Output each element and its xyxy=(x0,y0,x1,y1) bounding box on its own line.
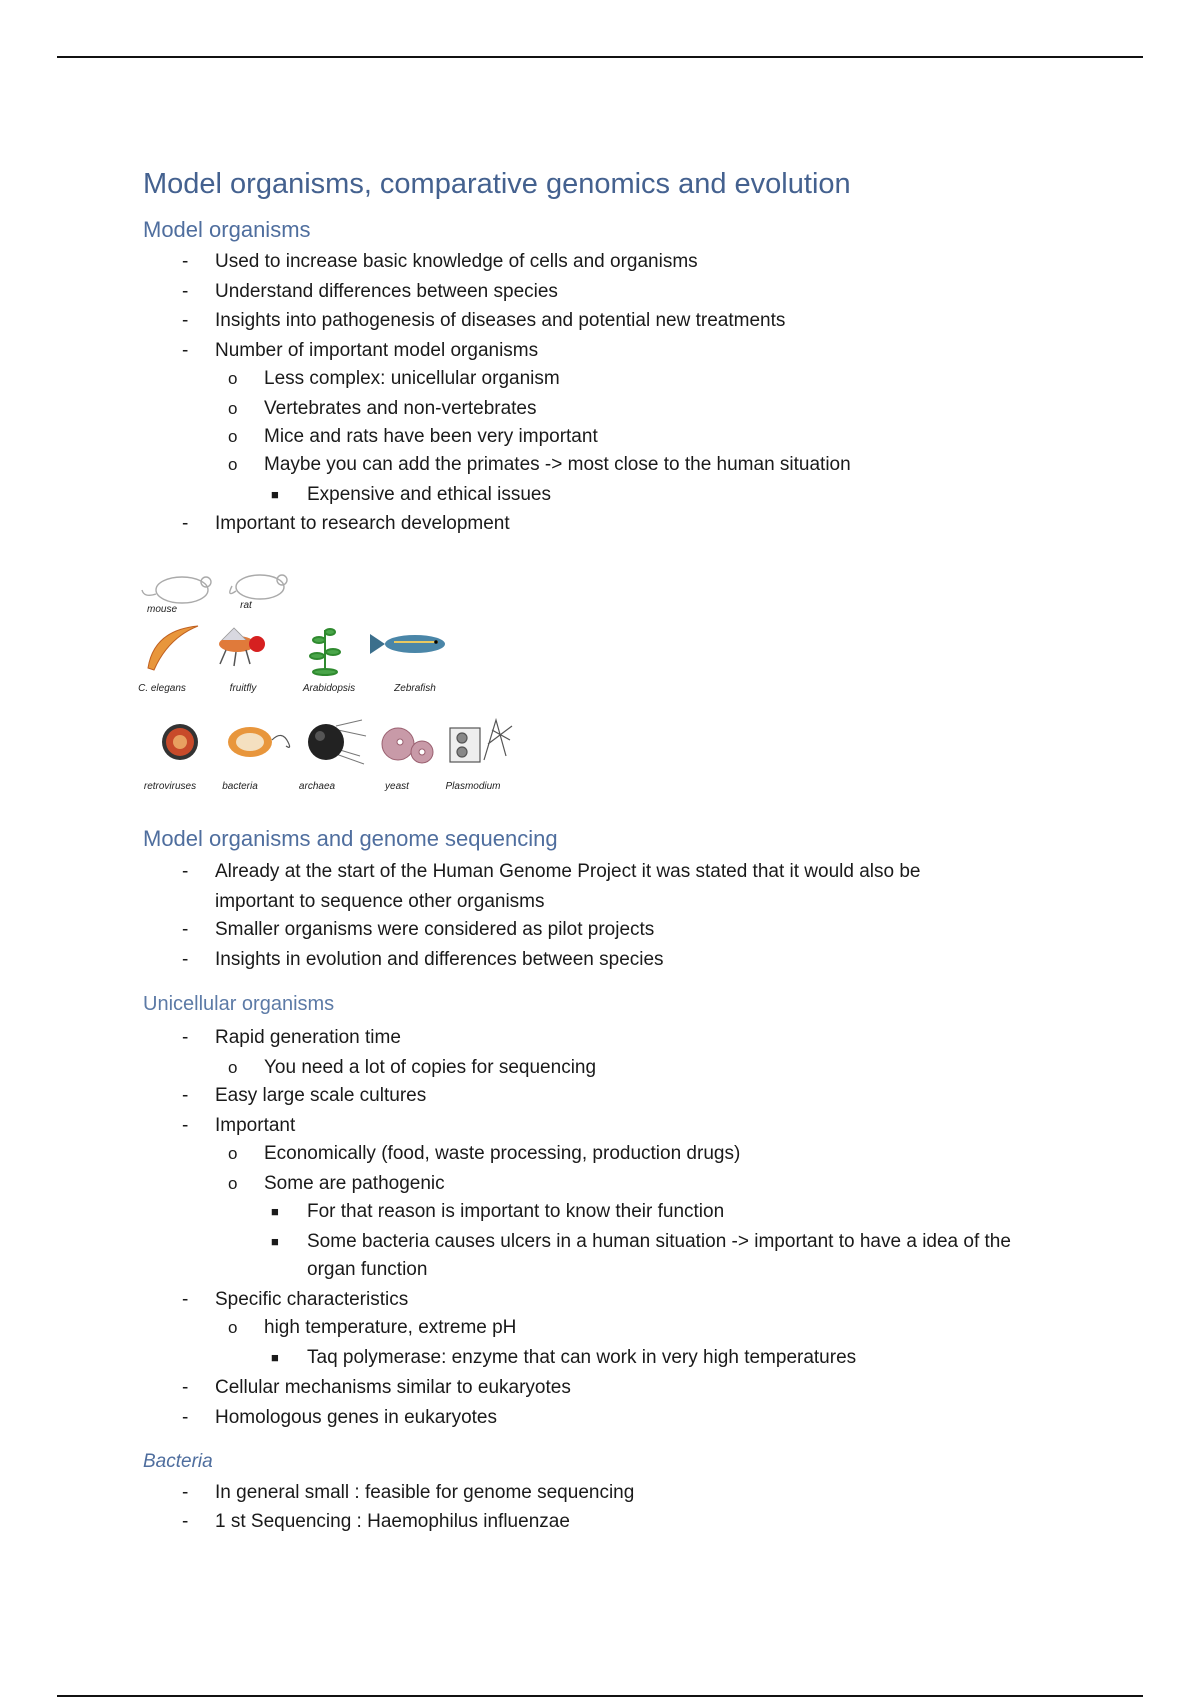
list-item: - Important xyxy=(182,1115,296,1136)
bacteria-illustration xyxy=(228,727,290,757)
retrovirus-illustration xyxy=(162,724,198,760)
list-item: - Easy large scale cultures xyxy=(182,1085,427,1106)
top-rule xyxy=(57,56,1143,58)
mouse-illustration xyxy=(142,577,211,603)
section-heading-unicellular-organisms: Unicellular organisms xyxy=(143,993,335,1015)
list-item: - Used to increase basic knowledge of cells and organisms xyxy=(182,251,698,272)
list-item: ■ Expensive and ethical issues xyxy=(271,484,551,505)
c-elegans-illustration xyxy=(148,626,198,670)
list-item: o high temperature, extreme pH xyxy=(228,1317,517,1338)
figure-label: archaea xyxy=(298,781,336,792)
list-item: - Homologous genes in eukaryotes xyxy=(182,1407,498,1428)
figure-label: rat xyxy=(240,600,252,611)
list-item-continuation: important to sequence other organisms xyxy=(215,891,545,912)
list-item-continuation: organ function xyxy=(307,1259,428,1280)
list-item: - 1 st Sequencing : Haemophilus influenzae xyxy=(182,1511,570,1532)
yeast-illustration xyxy=(382,728,433,763)
list-item: o Less complex: unicellular organism xyxy=(228,368,560,389)
figure-label: retroviruses xyxy=(143,781,197,792)
list-item: - Understand differences between species xyxy=(182,281,558,302)
section-heading-genome-sequencing: Model organisms and genome sequencing xyxy=(143,826,558,851)
figure-label: fruitfly xyxy=(229,683,257,694)
model-organisms-figure xyxy=(140,560,560,800)
list-item: ■ Some bacteria causes ulcers in a human situation -> important to have a idea of the xyxy=(271,1231,1011,1252)
list-item: - Already at the start of the Human Genome Project it was stated that it would also be xyxy=(182,861,921,882)
list-item: o You need a lot of copies for sequencing xyxy=(228,1057,597,1078)
figure-label: bacteria xyxy=(222,781,258,792)
list-item: o Mice and rats have been very important xyxy=(228,426,598,447)
fruitfly-illustration xyxy=(219,628,265,666)
list-item: o Vertebrates and non-vertebrates xyxy=(228,398,537,419)
archaea-illustration xyxy=(308,720,366,764)
list-item: ■ Taq polymerase: enzyme that can work in very high temperatures xyxy=(271,1347,857,1368)
arabidopsis-illustration xyxy=(310,629,340,675)
list-item: o Some are pathogenic xyxy=(228,1173,445,1194)
list-item: - Specific characteristics xyxy=(182,1289,409,1310)
figure-label: Plasmodium xyxy=(445,781,501,792)
list-item: - Important to research development xyxy=(182,513,510,534)
list-item: - Insights in evolution and differences between species xyxy=(182,949,664,970)
figure-label: Arabidopsis xyxy=(302,683,356,694)
list-item: - Smaller organisms were considered as pilot projects xyxy=(182,919,655,940)
list-item: - In general small : feasible for genome sequencing xyxy=(182,1482,635,1503)
bottom-rule xyxy=(57,1695,1143,1697)
rat-illustration xyxy=(230,575,287,599)
zebrafish-illustration xyxy=(370,634,445,654)
figure-label: mouse xyxy=(146,604,178,615)
figure-label: C. elegans xyxy=(138,683,186,694)
list-item: ■ For that reason is important to know their function xyxy=(271,1201,725,1222)
figure-label: Zebrafish xyxy=(394,683,436,694)
list-item: o Maybe you can add the primates -> most close to the human situation xyxy=(228,454,851,475)
section-heading-model-organisms: Model organisms xyxy=(143,217,311,242)
list-item: - Insights into pathogenesis of diseases and potential new treatments xyxy=(182,310,786,331)
list-item: - Rapid generation time xyxy=(182,1027,401,1048)
list-item: o Economically (food, waste processing, production drugs) xyxy=(228,1143,741,1164)
list-item: - Cellular mechanisms similar to eukaryotes xyxy=(182,1377,571,1398)
figure-label: yeast xyxy=(385,781,409,792)
section-heading-bacteria: Bacteria xyxy=(143,1451,213,1472)
page-title: Model organisms, comparative genomics and evolution xyxy=(143,168,851,200)
list-item: - Number of important model organisms xyxy=(182,340,539,361)
plasmodium-illustration xyxy=(450,720,512,762)
